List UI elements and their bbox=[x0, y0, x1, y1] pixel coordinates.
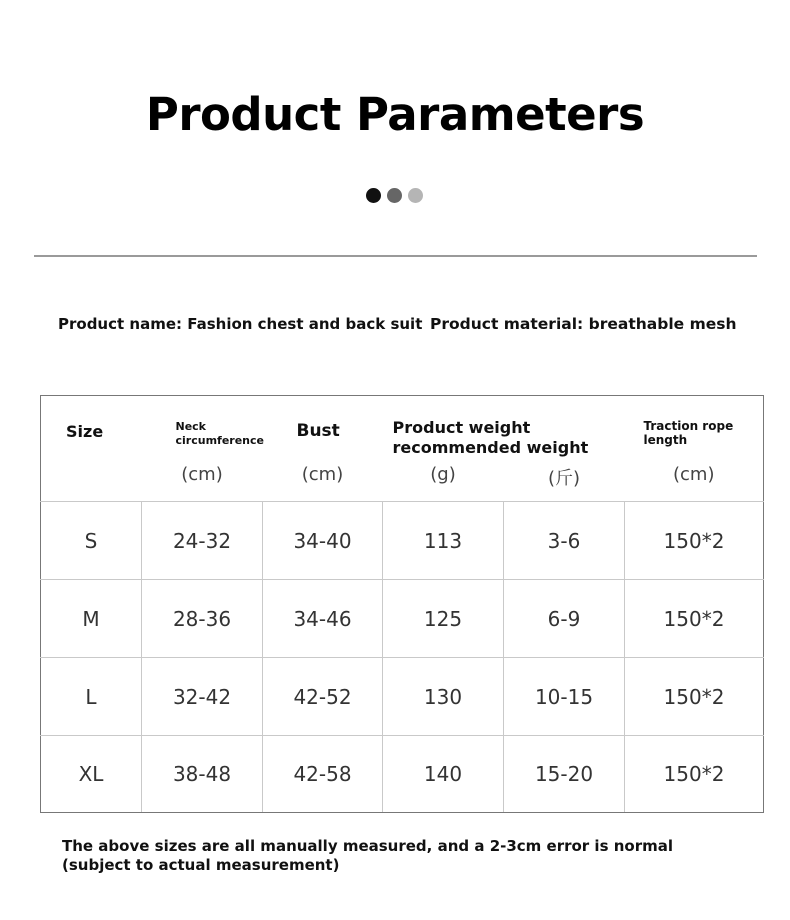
header-bust: Bust bbox=[296, 421, 340, 441]
header-traction: Traction rope length bbox=[643, 419, 734, 447]
header-neck-cell bbox=[142, 396, 263, 502]
cell-neck: 38-48 bbox=[142, 736, 263, 813]
cell-weight: 125 bbox=[383, 580, 504, 658]
cell-traction: 150*2 bbox=[625, 736, 764, 813]
cell-recommended: 6-9 bbox=[504, 580, 625, 658]
product-material: Product material: breathable mesh bbox=[430, 315, 737, 333]
cell-size: XL bbox=[41, 736, 142, 813]
table-row bbox=[41, 580, 764, 658]
dot-dark bbox=[366, 188, 381, 203]
product-name: Product name: Fashion chest and back suit bbox=[58, 315, 423, 333]
unit-recommended: (斤) bbox=[547, 468, 581, 489]
header-bust-cell bbox=[263, 396, 383, 502]
header-recommended-cell bbox=[504, 396, 625, 502]
header-size: Size bbox=[66, 422, 104, 441]
dot-medium bbox=[387, 188, 402, 203]
header-weight: Product weight bbox=[392, 418, 531, 437]
cell-recommended: 10-15 bbox=[504, 658, 625, 736]
cell-size: L bbox=[41, 658, 142, 736]
decorative-dots bbox=[366, 188, 423, 203]
cell-bust: 42-52 bbox=[263, 658, 383, 736]
table-row bbox=[41, 658, 764, 736]
cell-weight: 140 bbox=[383, 736, 504, 813]
cell-weight: 113 bbox=[383, 502, 504, 580]
page-title: Product Parameters bbox=[145, 88, 645, 141]
cell-recommended: 3-6 bbox=[504, 502, 625, 580]
cell-bust: 42-58 bbox=[263, 736, 383, 813]
parameters-table bbox=[40, 395, 764, 813]
header-traction-cell bbox=[625, 396, 764, 502]
measurement-note: The above sizes are all manually measured, and a 2-3cm error is normal (subject to actual measurement) bbox=[62, 837, 673, 874]
cell-bust: 34-46 bbox=[263, 580, 383, 658]
unit-bust: (cm) bbox=[301, 464, 344, 485]
cell-traction: 150*2 bbox=[625, 658, 764, 736]
unit-neck: (cm) bbox=[181, 464, 223, 485]
dot-light bbox=[408, 188, 423, 203]
cell-bust: 34-40 bbox=[263, 502, 383, 580]
cell-neck: 32-42 bbox=[142, 658, 263, 736]
header-neck: Neck circumference bbox=[175, 420, 264, 447]
cell-traction: 150*2 bbox=[625, 580, 764, 658]
table-row bbox=[41, 502, 764, 580]
divider-line bbox=[34, 255, 757, 257]
header-size-cell bbox=[41, 396, 142, 502]
header-weight-cell bbox=[383, 396, 589, 502]
cell-neck: 28-36 bbox=[142, 580, 263, 658]
cell-size: S bbox=[41, 502, 142, 580]
table-header-row bbox=[41, 396, 764, 502]
table-row bbox=[41, 736, 764, 813]
cell-neck: 24-32 bbox=[142, 502, 263, 580]
cell-traction: 150*2 bbox=[625, 502, 764, 580]
unit-weight: (g) bbox=[430, 464, 456, 485]
cell-size: M bbox=[41, 580, 142, 658]
header-recommended: recommended weight bbox=[392, 438, 589, 457]
cell-recommended: 15-20 bbox=[504, 736, 625, 813]
cell-weight: 130 bbox=[383, 658, 504, 736]
unit-traction: (cm) bbox=[673, 464, 715, 485]
